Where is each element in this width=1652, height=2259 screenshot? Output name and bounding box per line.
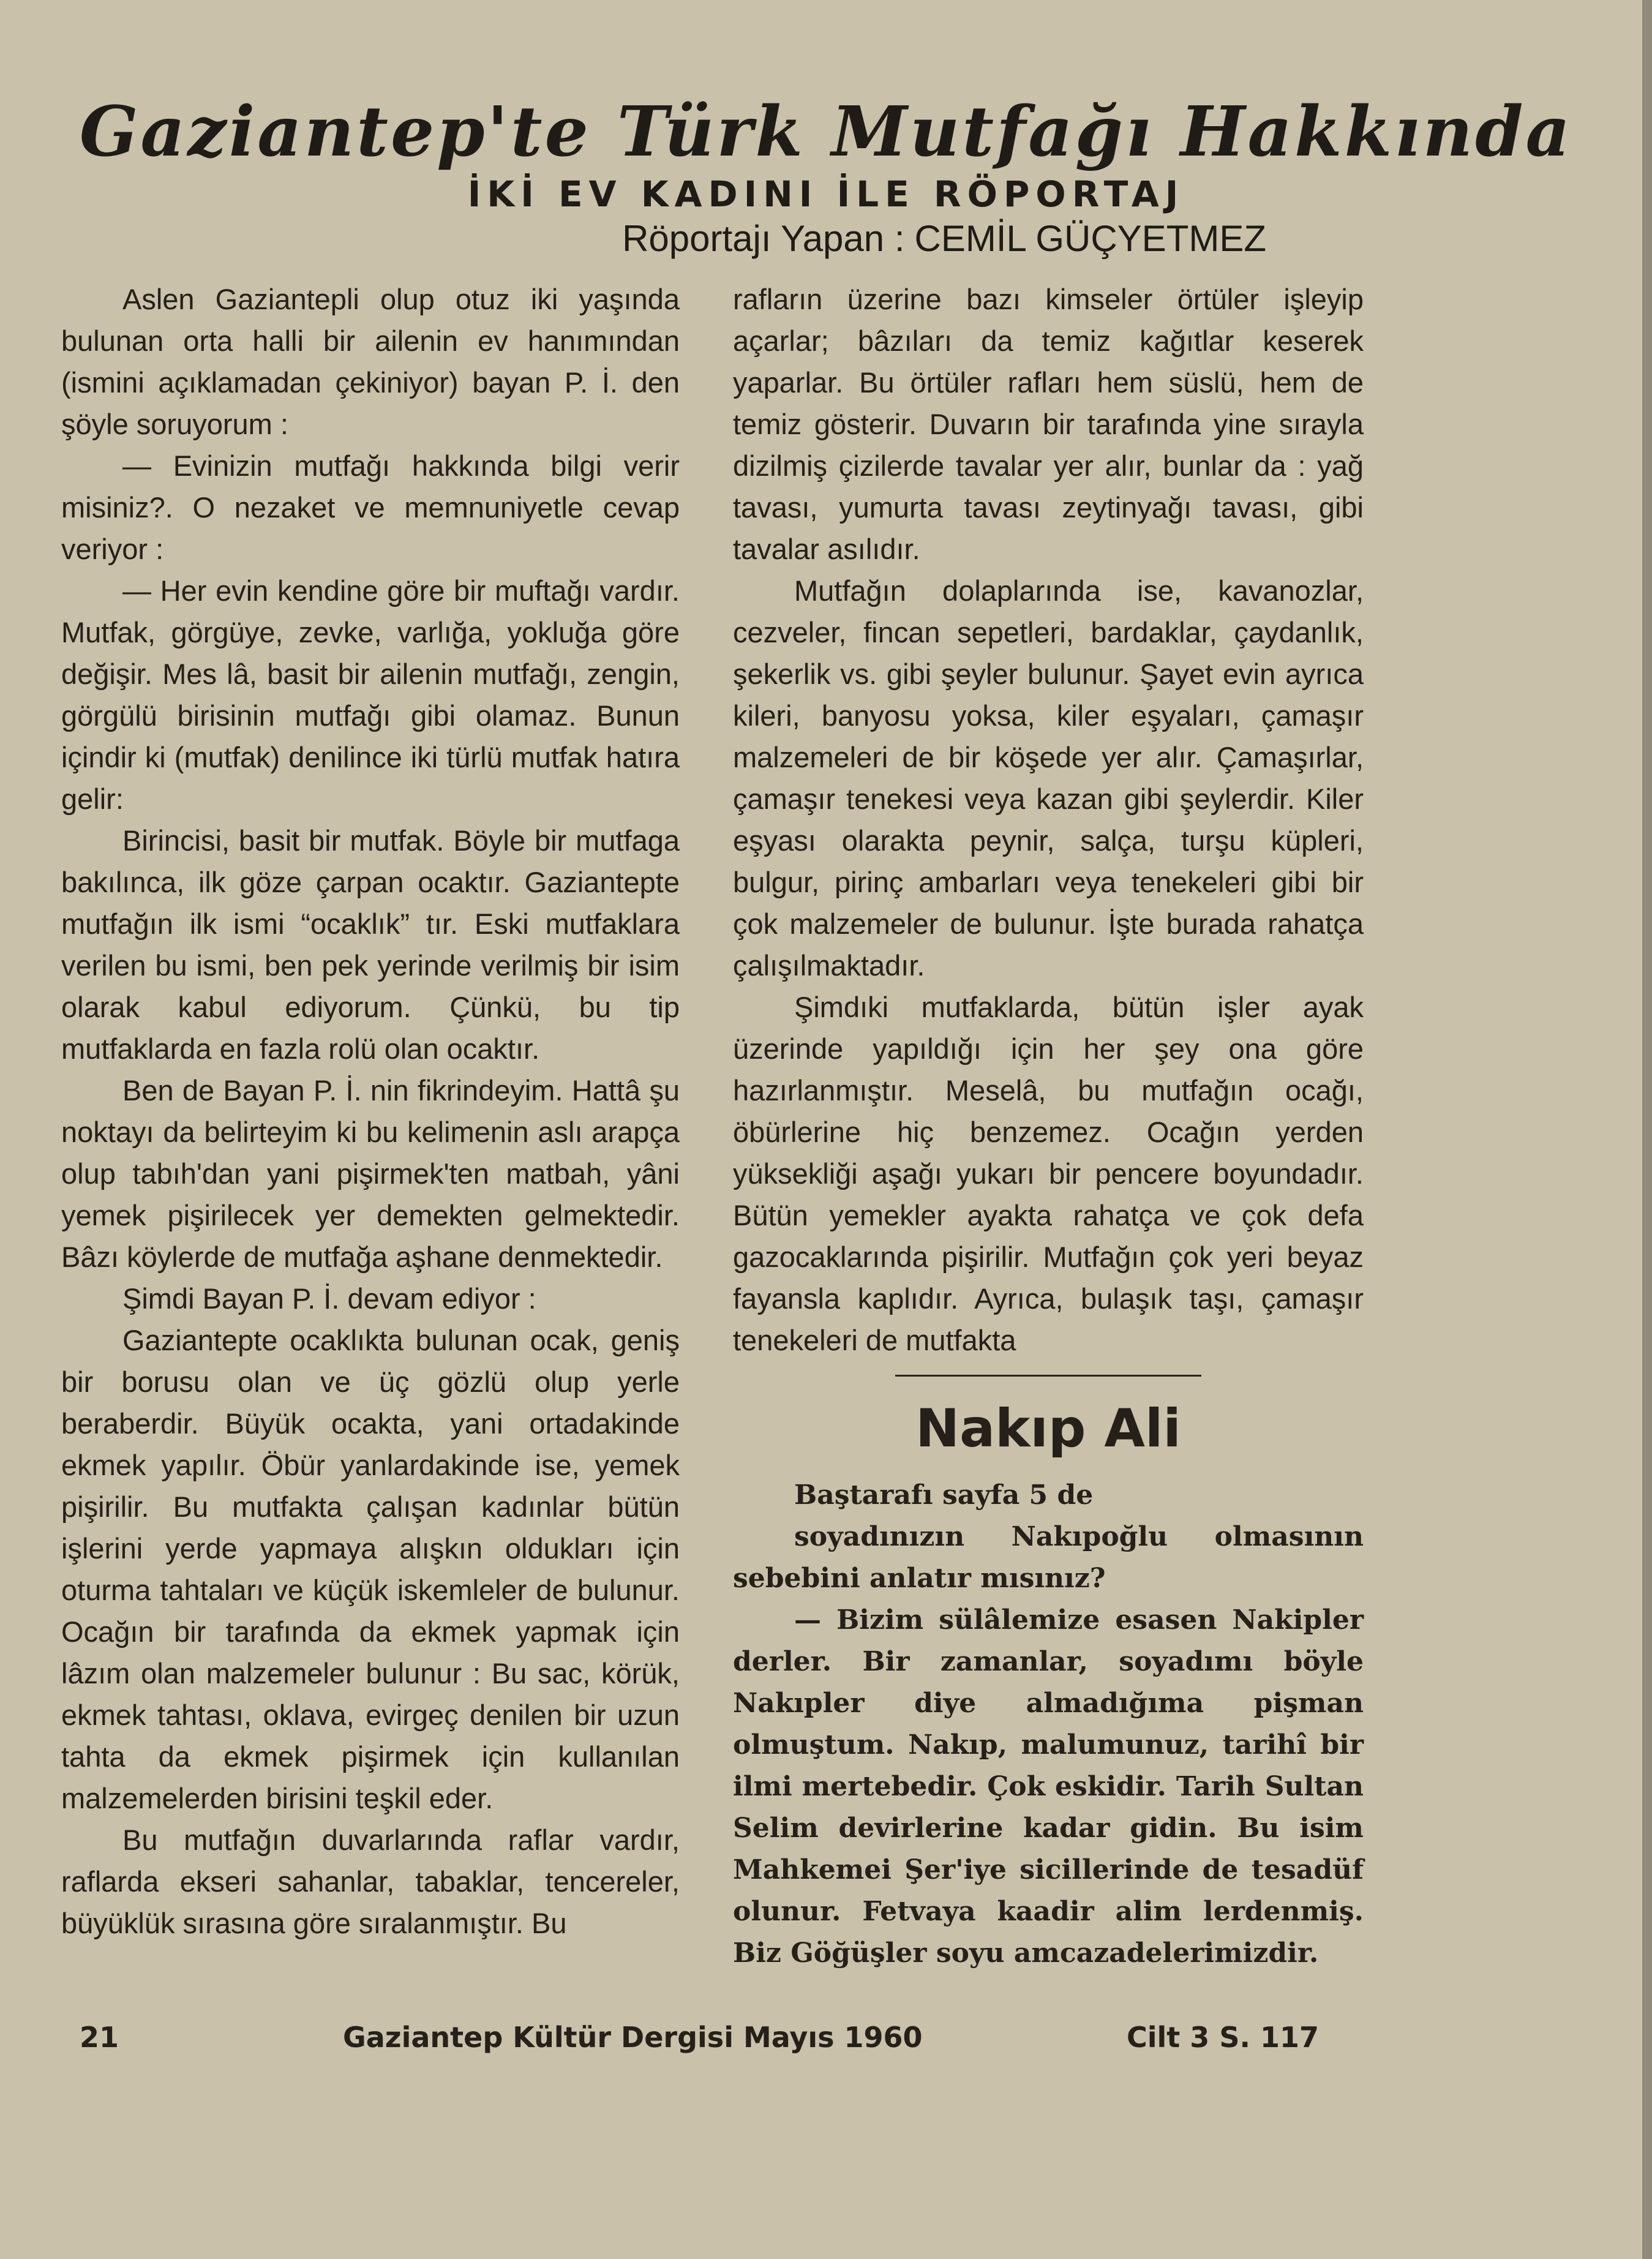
paragraph: Birincisi, basit bir mutfak. Böyle bir mutfaga bakılınca, ilk göze çarpan ocaktır. Gaziantepte mutfağın ilk ismi “ocaklık” tır. Eski mutfaklara verilen bu ismi, ben pek yerinde verilmiş bir isim olarak kabul ediyorum. Çünkü, bu tip mutfaklarda en fazla rolü olan ocaktır.: [61, 824, 680, 1065]
article-title: Gaziantep'te Türk Mutfağı Hakkında: [79, 92, 1573, 172]
paragraph: — Bizim sülâlemize esasen Nakipler derler. Bir zamanlar, soyadımı böyle Nakıpler diye almadığıma pişman olmuştum. Nakıp, malumunuz, tarihî bir ilmi mertebedir. Çok eskidir. Tarih Sultan Selim devirlerine kadar gidin. Bu isim Mahkemei Şer'iye sicillerinde de tesadüf olunur. Fetvaya kaadir alim lerdenmiş. Biz Göğüşler soyu amcazadelerimizdir.: [733, 1604, 1364, 1969]
nakip-section-title: Nakıp Ali: [915, 1398, 1181, 1459]
byline-name: CEMİL GÜÇYETMEZ: [914, 218, 1266, 259]
page-footer: [0, 2021, 1652, 2058]
volume-info: Cilt 3 S. 117: [1127, 2021, 1319, 2054]
paragraph: soyadınızın Nakıpoğlu olmasının sebebini anlatır mısınız?: [733, 1521, 1364, 1594]
paragraph: rafların üzerine bazı kimseler örtüler işleyip açarlar; bâzıları da temiz kağıtlar keserek yaparlar. Bu örtüler rafları hem süslü, hem de temiz gösterir. Duvarın bir tarafında yine sırayla dizilmiş çizilerde tavalar yer alır, bunlar da : yağ tavası, yumurta tavası zeytinyağı tavası, gibi tavalar asılıdır.: [733, 283, 1364, 565]
paragraph: Aslen Gaziantepli olup otuz iki yaşında bulunan orta halli bir ailenin ev hanımından (ismini açıklamadan çekiniyor) bayan P. İ. den şöyle soruyorum :: [61, 283, 680, 440]
left-column: [61, 279, 680, 1944]
paragraph: Ben de Bayan P. İ. nin fikrindeyim. Hattâ şu noktayı da belirteyim ki bu kelimenin aslı arapça olup tabıh'dan yani pişirmek'ten matbah, yâni yemek pişirilecek yer demekten gelmektedir. Bâzı köylerde de mutfağa aşhane denmektedir.: [61, 1074, 680, 1273]
continued-note: Baştarafı sayfa 5 de: [794, 1479, 1094, 1511]
paragraph: — Evinizin mutfağı hakkında bilgi verir misiniz?. O nezaket ve memnuniyetle cevap veriyor :: [61, 449, 680, 565]
paragraph: Bu mutfağın duvarlarında raflar vardır, raflarda ekseri sahanlar, tabaklar, tencereler, büyüklük sırasına göre sıralanmıştır. Bu: [61, 1824, 680, 1939]
paragraph: Şimdıki mutfaklarda, bütün işler ayak üzerinde yapıldığı için her şey ona göre hazırlanmıştır. Meselâ, bu mutfağın ocağı, öbürlerine hiç benzemez. Ocağın yerden yüksekliği aşağı yukarı bir pencere boyundadır. Bütün yemekler ayakta rahatça ve çok defa gazocaklarında pişirilir. Mutfağın çok yeri beyaz fayansla kaplıdır. Ayrıca, bulaşık taşı, çamaşır tenekeleri de mutfakta: [733, 991, 1364, 1356]
nakip-section: [733, 1475, 1364, 1974]
paragraph: Şimdi Bayan P. İ. devam ediyor :: [122, 1282, 536, 1315]
paragraph: — Her evin kendine göre bir muftağı vardır. Mutfak, görgüye, zevke, varlığa, yokluğa göre değişir. Mes lâ, basit bir ailenin mutfağı, zengin, görgülü birisinin mutfağı gibi olamaz. Bunun içindir ki (mutfak) denilince iki türlü mutfak hatıra gelir:: [61, 574, 680, 815]
page-edge: [1642, 0, 1652, 2259]
paragraph: Gaziantepte ocaklıkta bulunan ocak, geniş bir borusu olan ve üç gözlü olup yerle beraberdir. Büyük ocakta, yani ortadakinde ekmek yapılır. Öbür yanlardakinde ise, yemek pişirilir. Bu mutfakta çalışan kadınlar bütün işlerini yerde yapmaya alışkın oldukları için oturma tahtaları ve küçük iskemleler de bulunur. Ocağın bir tarafında da ekmek yapmak için lâzım olan malzemeler bulunur : Bu sac, körük, ekmek tahtası, oklava, evirgeç denilen bir uzun tahta da ekmek pişirmek için kullanılan malzemelerden birisini teşkil eder.: [61, 1324, 680, 1814]
right-column: [733, 279, 1364, 1974]
byline: [622, 217, 1266, 260]
section-divider: [895, 1375, 1201, 1377]
article-subtitle: İKİ EV KADINI İLE RÖPORTAJ: [467, 173, 1185, 215]
byline-label: Röportajı Yapan :: [622, 218, 905, 259]
publication-info: Gaziantep Kültür Dergisi Mayıs 1960: [343, 2021, 923, 2054]
paragraph: Mutfağın dolaplarında ise, kavanozlar, cezveler, fincan sepetleri, bardaklar, çaydanlık, şekerlik vs. gibi şeyler bulunur. Şayet evin ayrıca kileri, banyosu yoksa, kiler eşyaları, çamaşır malzemeleri de bir köşede yer alır. Çamaşırlar, çamaşır tenekesi veya kazan gibi şeylerdir. Kiler eşyası olarakta peynir, salça, turşu küpleri, bulgur, pirinç ambarları veya tenekeleri gibi bir çok malzemeler de bulunur. İşte burada rahatça çalışılmaktadır.: [733, 574, 1364, 982]
page-number: 21: [80, 2021, 119, 2054]
